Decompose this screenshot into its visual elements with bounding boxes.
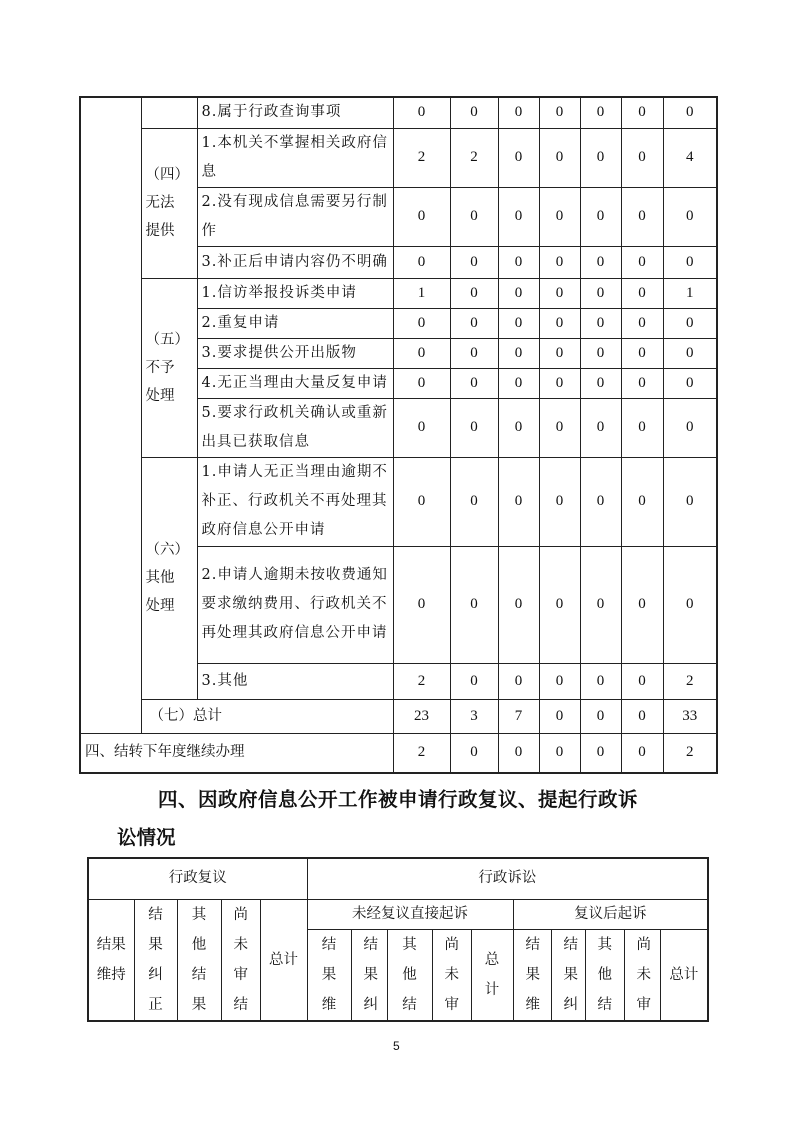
value-cell: 0 xyxy=(663,308,717,338)
carry-over-label: 四、结转下年度继续办理 xyxy=(80,733,393,773)
value-cell: 4 xyxy=(663,128,717,187)
value-cell: 0 xyxy=(539,338,580,368)
value-cell: 0 xyxy=(498,187,539,246)
value-cell: 0 xyxy=(621,308,663,338)
after-review-header: 复议后起诉 xyxy=(513,899,708,929)
value-cell: 0 xyxy=(498,546,539,663)
value-cell: 0 xyxy=(498,338,539,368)
value-cell: 0 xyxy=(621,398,663,457)
carry-over-value: 0 xyxy=(450,733,498,773)
value-cell: 0 xyxy=(580,546,621,663)
value-cell: 0 xyxy=(498,278,539,308)
value-cell: 0 xyxy=(450,246,498,278)
value-cell: 0 xyxy=(450,97,498,128)
after-review-column-header: 结果维 xyxy=(513,929,551,1021)
total-label: （七）总计 xyxy=(141,699,393,733)
review-column-header: 结果纠正 xyxy=(134,899,177,1021)
value-cell: 0 xyxy=(498,398,539,457)
direct-suit-header: 未经复议直接起诉 xyxy=(307,899,513,929)
value-cell: 0 xyxy=(621,663,663,699)
review-column-header: 其他结果 xyxy=(177,899,221,1021)
value-cell: 0 xyxy=(450,278,498,308)
total-value: 33 xyxy=(663,699,717,733)
item-label: 2.重复申请 xyxy=(197,308,393,338)
direct-column-header: 尚未审 xyxy=(432,929,471,1021)
item-label: 3.其他 xyxy=(197,663,393,699)
table-row xyxy=(80,457,717,546)
value-cell: 0 xyxy=(450,338,498,368)
value-cell: 0 xyxy=(393,398,450,457)
total-value: 0 xyxy=(621,699,663,733)
value-cell: 0 xyxy=(621,128,663,187)
value-cell: 0 xyxy=(663,338,717,368)
item-label: 8.属于行政查询事项 xyxy=(197,97,393,128)
value-cell: 0 xyxy=(580,338,621,368)
item-label: 2.没有现成信息需要另行制作 xyxy=(197,187,393,246)
total-value: 0 xyxy=(580,699,621,733)
direct-column-header: 总计 xyxy=(471,929,513,1021)
value-cell: 0 xyxy=(580,663,621,699)
value-cell: 0 xyxy=(663,398,717,457)
litigation-header: 行政诉讼 xyxy=(307,858,708,899)
value-cell: 0 xyxy=(393,338,450,368)
item-label: 1.信访举报投诉类申请 xyxy=(197,278,393,308)
carry-over-value: 0 xyxy=(580,733,621,773)
value-cell: 0 xyxy=(621,368,663,398)
total-value: 7 xyxy=(498,699,539,733)
direct-column-header: 结果纠 xyxy=(351,929,387,1021)
value-cell: 0 xyxy=(663,187,717,246)
after-review-column-header: 其他结 xyxy=(585,929,624,1021)
category-label: （四）无法提供 xyxy=(145,167,189,239)
value-cell: 0 xyxy=(580,97,621,128)
value-cell: 0 xyxy=(539,546,580,663)
carry-over-value: 2 xyxy=(393,733,450,773)
value-cell: 2 xyxy=(663,663,717,699)
value-cell: 2 xyxy=(393,128,450,187)
value-cell: 0 xyxy=(580,187,621,246)
review-litigation-table xyxy=(87,857,709,1022)
section-heading-continued: 讼情况 xyxy=(117,826,176,849)
value-cell: 0 xyxy=(539,663,580,699)
value-cell: 0 xyxy=(450,187,498,246)
value-cell: 0 xyxy=(580,398,621,457)
value-cell: 0 xyxy=(498,308,539,338)
value-cell: 0 xyxy=(393,368,450,398)
category-label: （六）其他处理 xyxy=(145,542,189,614)
after-review-column-header: 尚未审 xyxy=(624,929,660,1021)
review-column-header: 尚未审结 xyxy=(221,899,260,1021)
value-cell: 0 xyxy=(580,368,621,398)
value-cell: 0 xyxy=(580,278,621,308)
carry-over-value: 0 xyxy=(498,733,539,773)
direct-column-header: 其他结 xyxy=(387,929,432,1021)
item-label: 2.申请人逾期未按收费通知要求缴纳费用、行政机关不再处理其政府信息公开申请 xyxy=(197,546,393,663)
value-cell: 0 xyxy=(539,457,580,546)
value-cell: 0 xyxy=(498,368,539,398)
total-value: 0 xyxy=(539,699,580,733)
item-label: 3.要求提供公开出版物 xyxy=(197,338,393,368)
carry-over-value: 2 xyxy=(663,733,717,773)
table-row xyxy=(80,97,717,128)
value-cell: 0 xyxy=(580,246,621,278)
value-cell: 1 xyxy=(663,278,717,308)
value-cell: 0 xyxy=(498,246,539,278)
after-review-column-header: 结果纠 xyxy=(551,929,585,1021)
category-cell xyxy=(141,457,197,699)
value-cell: 0 xyxy=(393,308,450,338)
item-label: 1.本机关不掌握相关政府信息 xyxy=(197,128,393,187)
table-row xyxy=(80,128,717,187)
value-cell: 0 xyxy=(580,308,621,338)
carry-over-value: 0 xyxy=(539,733,580,773)
value-cell: 2 xyxy=(450,128,498,187)
application-handling-table xyxy=(79,96,718,774)
value-cell: 0 xyxy=(539,398,580,457)
value-cell: 0 xyxy=(621,546,663,663)
value-cell: 0 xyxy=(621,338,663,368)
section-heading: 四、因政府信息公开工作被申请行政复议、提起行政诉 xyxy=(158,788,639,811)
value-cell: 2 xyxy=(393,663,450,699)
value-cell: 0 xyxy=(450,368,498,398)
value-cell: 0 xyxy=(539,308,580,338)
review-header: 行政复议 xyxy=(88,858,307,899)
value-cell: 0 xyxy=(663,97,717,128)
value-cell: 0 xyxy=(539,368,580,398)
value-cell: 0 xyxy=(621,187,663,246)
direct-column-header: 结果维 xyxy=(307,929,351,1021)
category-label: （五）不予处理 xyxy=(145,331,189,404)
value-cell: 0 xyxy=(539,187,580,246)
value-cell: 0 xyxy=(450,546,498,663)
outer-category-cell xyxy=(80,97,141,733)
after-review-column-header: 总计 xyxy=(660,929,708,1021)
review-column-header: 总计 xyxy=(260,899,307,1021)
value-cell: 0 xyxy=(450,457,498,546)
category-cell xyxy=(141,278,197,457)
item-label: 4.无正当理由大量反复申请 xyxy=(197,368,393,398)
value-cell: 0 xyxy=(393,457,450,546)
value-cell: 0 xyxy=(580,128,621,187)
value-cell: 0 xyxy=(498,457,539,546)
value-cell: 0 xyxy=(498,97,539,128)
value-cell: 0 xyxy=(539,278,580,308)
value-cell: 0 xyxy=(663,246,717,278)
table-row xyxy=(80,278,717,308)
page-number: 5 xyxy=(393,1039,400,1053)
value-cell: 0 xyxy=(393,546,450,663)
item-label: 1.申请人无正当理由逾期不补正、行政机关不再处理其政府信息公开申请 xyxy=(197,457,393,546)
value-cell: 0 xyxy=(621,278,663,308)
value-cell: 1 xyxy=(393,278,450,308)
value-cell: 0 xyxy=(393,187,450,246)
item-label: 3.补正后申请内容仍不明确 xyxy=(197,246,393,278)
value-cell: 0 xyxy=(663,457,717,546)
item-label: 5.要求行政机关确认或重新出具已获取信息 xyxy=(197,398,393,457)
category-cell xyxy=(141,128,197,278)
value-cell: 0 xyxy=(450,308,498,338)
carry-over-value: 0 xyxy=(621,733,663,773)
value-cell: 0 xyxy=(621,246,663,278)
category-cell xyxy=(141,97,197,128)
total-row xyxy=(80,699,717,733)
value-cell: 0 xyxy=(450,663,498,699)
total-value: 3 xyxy=(450,699,498,733)
value-cell: 0 xyxy=(663,368,717,398)
value-cell: 0 xyxy=(393,246,450,278)
value-cell: 0 xyxy=(539,246,580,278)
value-cell: 0 xyxy=(498,128,539,187)
value-cell: 0 xyxy=(393,97,450,128)
value-cell: 0 xyxy=(621,457,663,546)
value-cell: 0 xyxy=(621,97,663,128)
value-cell: 0 xyxy=(450,398,498,457)
carry-over-row xyxy=(80,733,717,773)
value-cell: 0 xyxy=(580,457,621,546)
value-cell: 0 xyxy=(498,663,539,699)
review-column-header: 结果维持 xyxy=(88,899,134,1021)
total-value: 23 xyxy=(393,699,450,733)
value-cell: 0 xyxy=(539,128,580,187)
value-cell: 0 xyxy=(539,97,580,128)
value-cell: 0 xyxy=(663,546,717,663)
